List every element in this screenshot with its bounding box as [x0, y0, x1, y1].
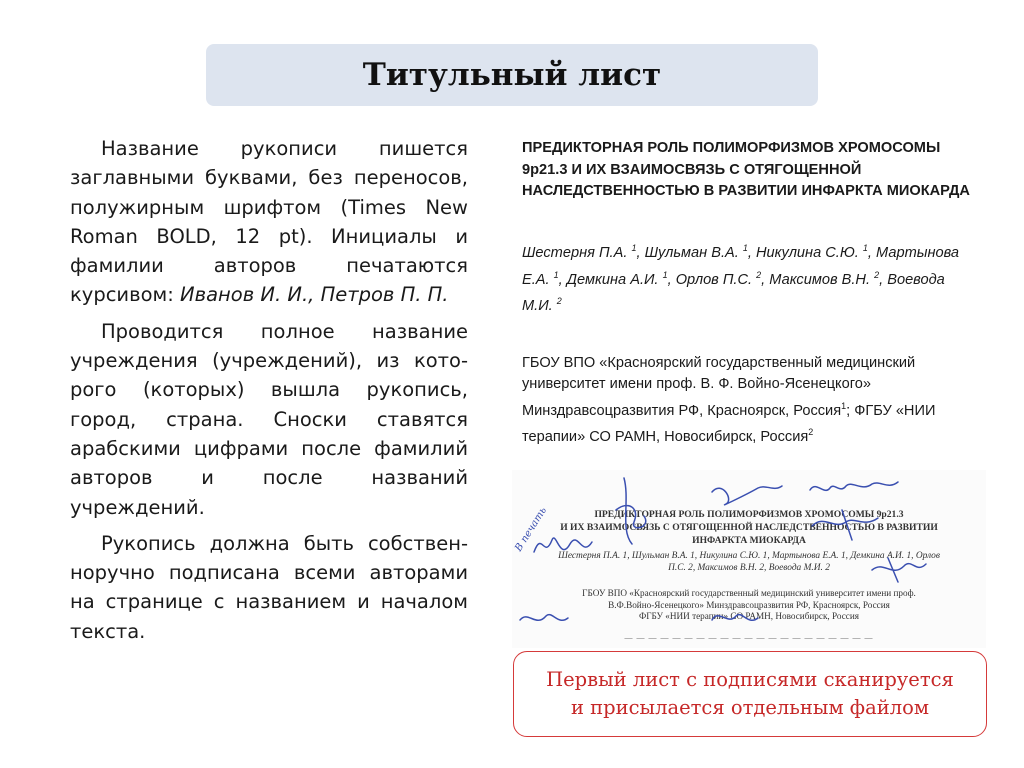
signature: [520, 615, 568, 621]
scan-cut-off-text: — — — — — — — — — — — — — — — — — — — — —: [624, 633, 874, 642]
scanned-signed-page-image: [512, 470, 986, 648]
slide-title: Титульный лист: [362, 57, 662, 93]
handwritten-note: В печать: [513, 505, 550, 554]
instruction-paragraph-2: Проводится полное название учреждения (учреждений), из которого (которых) вышла рукопись, город, страна. Сноски ставятся арабскими цифрами после фамилий авторов и после названий учреждений.: [70, 319, 468, 519]
signature: [534, 538, 592, 552]
sample-institutions: ГБОУ ВПО «Красноярский государственный медицинский университет имени проф. В. Ф. Войно-Ясенецкого» Минздравсоцразвития РФ, Красноярск, Россия$^1$; ФГБУ «НИИ терапии» СО РАМН, Новосибирск, Россия$^2$: [522, 354, 936, 445]
sample-author: Демкина А.И. $^1$,: [566, 269, 676, 288]
instruction-paragraph-3: Рукопись должна быть собственноручно подписана всеми авторами на странице с названием и началом текста.: [70, 531, 468, 643]
sample-authors: [522, 239, 977, 318]
sample-author: Мартынова Е.А. $^1$,: [522, 245, 960, 288]
instruction-p1-text: Название рукописи пишется заглавными буквами, без переносов, полужирным шрифтом (Times New Roman BOLD, 12 pt). Инициалы и фамилии авторов печатаются курсивом:: [70, 137, 468, 307]
instruction-paragraph-1: [70, 134, 468, 310]
signature: [712, 615, 758, 621]
instructions-text: [70, 134, 468, 653]
sample-author: Воевода М.И. $^2$: [522, 271, 945, 315]
signature: [616, 478, 646, 544]
handwritten-signatures: [512, 470, 986, 648]
sample-author: Шульман В.А. $^1$,: [644, 243, 757, 262]
slide-title-box: [206, 44, 818, 106]
signature: [712, 486, 782, 505]
author-format-example: Иванов И. И., Петров П. П.: [180, 283, 449, 307]
title-page-sample: [522, 138, 977, 448]
scan-title: ПРЕДИКТОРНАЯ РОЛЬ ПОЛИМОРФИЗМОВ ХРОМОСОМЫ 9p21.3 И ИХ ВЗАИМОСВЯЗЬ С ОТЯГОЩЕННОЙ НАСЛЕДСТВЕННОСТЬЮ В РАЗВИТИИ ИНФАРКТА МИОКАРДА: [560, 509, 938, 546]
scan-institutions: ГБОУ ВПО «Красноярский государственный медицинский университет имени проф. В.Ф.Войно-Ясенецкого» Минздравсоцразвития РФ, Красноярск, Россия ФГБУ «НИИ терапии» СО РАМН, Новосибирск, Россия: [582, 588, 916, 621]
callout-text: Первый лист с подписями сканируется и присылается отдельным файлом: [546, 668, 954, 719]
sample-manuscript-title: ПРЕДИКТОРНАЯ РОЛЬ ПОЛИМОРФИЗМОВ ХРОМОСОМЫ 9p21.3 И ИХ ВЗАИМОСВЯЗЬ С ОТЯГОЩЕННОЙ НАСЛЕДСТВЕННОСТЬЮ В РАЗВИТИИ ИНФАРКТА МИОКАРДА: [522, 140, 970, 199]
signature: [812, 510, 878, 540]
sample-author: Никулина С.Ю. $^1$,: [756, 243, 877, 262]
scan-authors: Шестерня П.А. 1, Шульман В.А. 1, Никулина С.Ю. 1, Мартынова Е.А. 1, Демкина А.И. 1, Орлов П.С. 2, Максимов В.Н. 2, Воевода М.И. 2: [558, 551, 940, 573]
signature: [810, 482, 898, 490]
sample-author: Шестерня П.А. $^1$,: [522, 243, 645, 262]
signature: [872, 558, 926, 582]
sample-author: Орлов П.С. $^2$,: [675, 269, 770, 288]
sample-author: Максимов В.Н. $^2$,: [769, 269, 888, 288]
scan-instruction-callout: [513, 651, 987, 737]
